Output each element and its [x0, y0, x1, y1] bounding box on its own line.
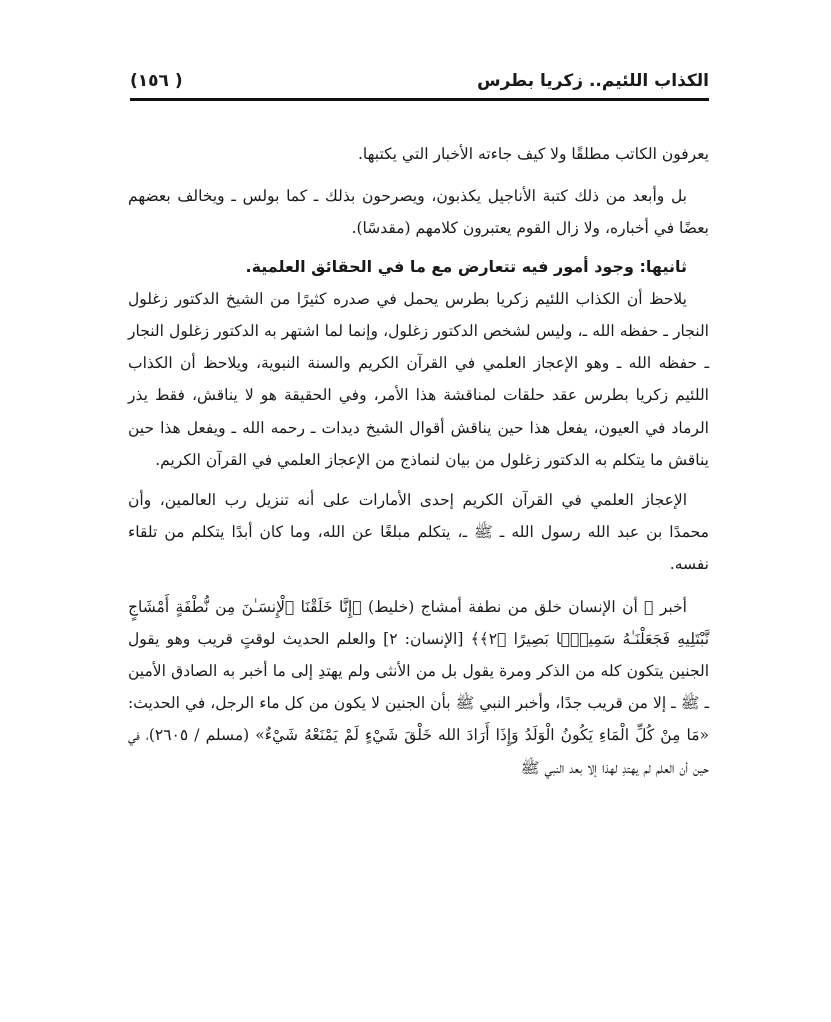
- paragraph: يعرفون الكاتب مطلقًا ولا كيف جاءته الأخبار التي يكتبها.: [357, 145, 709, 163]
- header-title: الكذاب اللئيم.. زكريا بطرس: [477, 71, 709, 91]
- section-heading: ثانيها: وجود أمور فيه تتعارض مع ما في الحقائق العلمية.: [245, 256, 687, 276]
- paragraph: يلاحظ أن الكذاب اللئيم زكريا بطرس يحمل في صدره كثيرًا من الشيخ الدكتور زغلول النجار ـ حفظه الله ـ، وليس لشخص الدكتور زغلول، وإنما لما اشتهر به الدكتور زغلول النجار ـ حفظه الله ـ وهو الإعجاز العلمي في القرآن الكريم والسنة النبوية، ويلاحظ أن الكذاب اللئيم زكريا بطرس عقد حلقات لمناقشة هذا الأمر، وفي الحقيقة هو لا يناقش، فقط يذر الرماد في العيون، يفعل هذا حين يناقش أقوال الشيخ ديدات ـ رحمه الله ـ ويفعل هذا حين يناقش ما يتكلم به الدكتور زغلول من بيان لنماذج من الإعجاز العلمي في القرآن الكريم.: [128, 289, 709, 469]
- paragraph: بل وأبعد من ذلك كتبة الأناجيل يكذبون، ويصرحون بذلك ـ كما بولس ـ ويخالف بعضهم بعضًا في أخباره، ولا زال القوم يعتبرون كلامهم (مقدسًا).: [128, 187, 709, 238]
- page-number: ( ١٥٦): [130, 71, 183, 91]
- running-header: [130, 68, 709, 100]
- header-rule: [130, 98, 709, 101]
- body-text: [128, 138, 709, 784]
- paragraph: الإعجاز العلمي في القرآن الكريم إحدى الأمارات على أنه تنزيل رب العالمين، وأن محمدًا بن عبد الله رسول الله ـ ﷺ ـ، يتكلم مبلغًا عن الله، وما كان أبدًا يتكلم من تلقاء نفسه.: [128, 491, 709, 574]
- paragraph: أخبر ﷺ أن الإنسان خلق من نطفة أمشاج (خليط) ﴿إِنَّا خَلَقْنَا ٱلْإِنسَـٰنَ مِن نُّطْفَةٍ أَمْشَاجٍ نَّبْتَلِيهِ فَجَعَلْنَـٰهُ سَمِيعًۢا بَصِيرًا ﴿٢﴾﴾ [الإنسان: ٢] والعلم الحديث لوقتٍ قريب وهو يقول الجنين يتكون كله من الذكر ومرة يقول بل من الأنثى ولم يهتدِ إلى ما أخبر به الصادق الأمين ـ ﷺ ـ إلا من قريب جدًا، وأخبر النبي ﷺ بأن الجنين لا يكون من كل ماء الرجل، في الحديث: «مَا مِنْ كُلِّ الْمَاءِ يَكُونُ الْوَلَدُ وَإِذَا أَرَادَ الله خَلْقَ شَيْءٍ لَمْ يَمْنَعْهُ شَيْءٌ» (مسلم / ٢٦٠٥)، في حين أن العلم لم يهتدِ لهذا إلا بعد النبي ﷺ: [128, 597, 710, 777]
